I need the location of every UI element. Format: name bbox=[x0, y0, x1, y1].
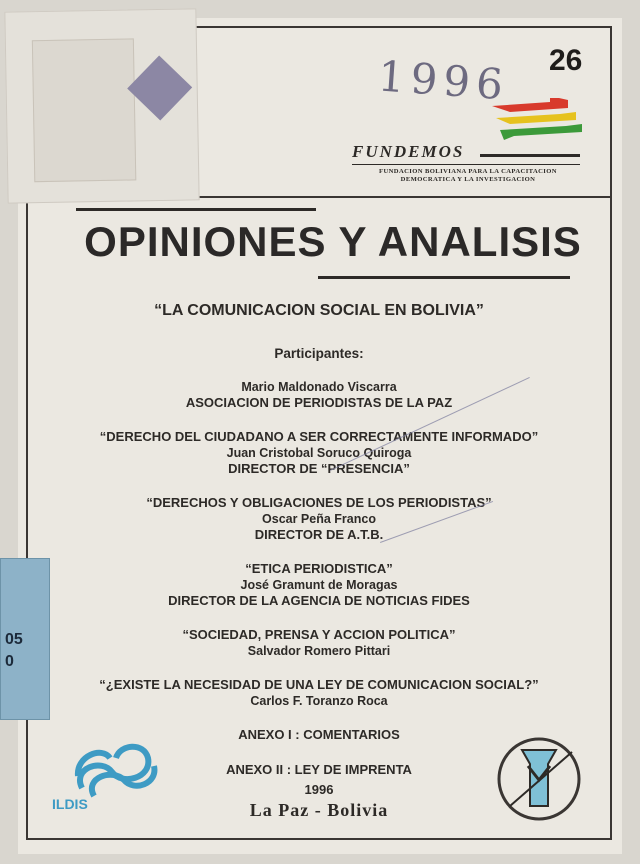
publisher-desc-line1: FUNDACION BOLIVIANA PARA LA CAPACITACION bbox=[379, 168, 557, 175]
participant-topic: “SOCIEDAD, PRENSA Y ACCION POLITICA” bbox=[182, 627, 456, 642]
handwritten-year: 1996 bbox=[376, 51, 511, 110]
participant-topic: “DERECHOS Y OBLIGACIONES DE LOS PERIODISTAS” bbox=[146, 495, 492, 510]
participant-name: Mario Maldonado Viscarra bbox=[241, 380, 397, 394]
participants-heading: Participantes: bbox=[274, 346, 364, 361]
participant-topic: “¿EXISTE LA NECESIDAD DE UNA LEY DE COMUNICACION SOCIAL?” bbox=[99, 677, 539, 692]
publication-place: La Paz - Bolivia bbox=[249, 800, 389, 820]
call-number-line1: 05 bbox=[5, 631, 23, 648]
page-title: OPINIONES Y ANALISIS bbox=[84, 218, 582, 265]
sticker-card bbox=[32, 38, 136, 182]
participant-name: José Gramunt de Moragas bbox=[240, 578, 398, 592]
participant-entry bbox=[26, 379, 612, 411]
diamond-stamp-icon bbox=[127, 55, 192, 120]
fides-logo-icon bbox=[496, 736, 582, 822]
title-rule-top bbox=[76, 208, 316, 211]
participant-entry bbox=[26, 627, 612, 659]
participant-role: DIRECTOR DE A.T.B. bbox=[254, 527, 384, 542]
participant-role: DIRECTOR DE “PRESENCIA” bbox=[228, 461, 410, 476]
participant-role: DIRECTOR DE LA AGENCIA DE NOTICIAS FIDES bbox=[168, 593, 470, 608]
publisher-description bbox=[352, 168, 584, 184]
annex-press-law: ANEXO II : LEY DE IMPRENTA bbox=[226, 762, 412, 777]
participant-entry bbox=[26, 561, 612, 609]
publisher-underline bbox=[480, 154, 580, 157]
issue-number: 26 bbox=[549, 44, 583, 77]
participant-entry bbox=[26, 677, 612, 709]
title-rule-bottom bbox=[318, 276, 570, 279]
participant-entry bbox=[26, 495, 612, 543]
subtitle: “LA COMUNICACION SOCIAL EN BOLIVIA” bbox=[154, 302, 484, 319]
call-number-line2: 0 bbox=[5, 653, 14, 670]
participant-name: Carlos F. Toranzo Roca bbox=[250, 694, 388, 708]
publisher-divider bbox=[352, 164, 580, 165]
ildis-logo-text: ILDIS bbox=[52, 796, 88, 812]
participant-topic: “DERECHO DEL CIUDADANO A SER CORRECTAMENTE INFORMADO” bbox=[99, 429, 539, 444]
participant-name: Juan Cristobal Soruco Quiroga bbox=[226, 446, 412, 460]
participant-topic: “ETICA PERIODISTICA” bbox=[245, 561, 393, 576]
ildis-logo-icon bbox=[72, 738, 158, 804]
participants-section bbox=[26, 346, 612, 797]
library-sticker bbox=[4, 8, 199, 203]
publication-year: 1996 bbox=[304, 782, 334, 797]
participant-name: Salvador Romero Pittari bbox=[247, 644, 391, 658]
participant-name: Oscar Peña Franco bbox=[262, 512, 376, 526]
fundemos-flag-icon bbox=[490, 98, 582, 142]
publisher-desc-line2: DEMOCRATICA Y LA INVESTIGACION bbox=[400, 176, 536, 183]
publisher-name: FUNDEMOS bbox=[352, 142, 465, 161]
annex-comments: ANEXO I : COMENTARIOS bbox=[238, 727, 400, 742]
participant-role: ASOCIACION DE PERIODISTAS DE LA PAZ bbox=[185, 395, 453, 410]
participant-entry bbox=[26, 429, 612, 477]
call-number bbox=[5, 629, 23, 673]
